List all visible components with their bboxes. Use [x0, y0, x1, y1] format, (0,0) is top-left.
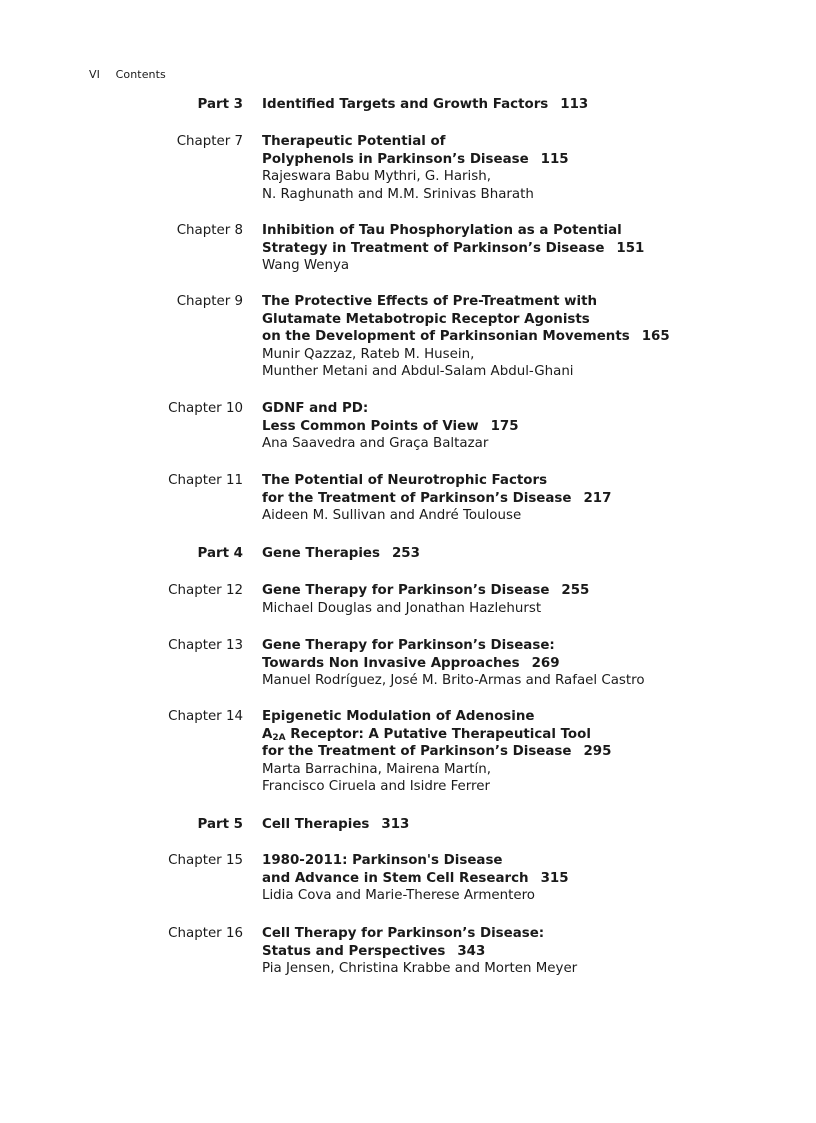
chapter-title-line: GDNF and PD: — [262, 401, 369, 416]
chapter-title-line: The Potential of Neurotrophic Factors — [262, 473, 548, 488]
chapter-title-line: 1980-2011: Parkinson's Disease — [262, 853, 503, 868]
chapter-title-line: for the Treatment of Parkinson’s Disease 217 — [262, 490, 612, 506]
page-number: 255 — [561, 583, 590, 598]
page-number: 343 — [457, 943, 486, 959]
chapter-title-line: Status and Perspectives 343 — [262, 943, 486, 959]
page-number: 165 — [641, 329, 670, 345]
chapter-label: Chapter 11 — [168, 473, 243, 488]
page-number: 151 — [616, 240, 645, 256]
page-number: 295 — [583, 744, 612, 760]
chapter-authors: Aideen M. Sullivan and André Toulouse — [262, 508, 522, 524]
chapter-title-line: Gene Therapy for Parkinson’s Disease 255 — [262, 583, 590, 598]
chapter-title-line: Gene Therapy for Parkinson’s Disease: — [262, 638, 555, 653]
chapter-title-line: Polyphenols in Parkinson’s Disease 115 — [262, 151, 569, 167]
chapter-authors: Manuel Rodríguez, José M. Brito-Armas and Rafael Castro — [262, 673, 645, 689]
chapter-authors: Pia Jensen, Christina Krabbe and Morten Meyer — [262, 961, 578, 977]
chapter-authors: Marta Barrachina, Mairena Martín, — [262, 761, 491, 777]
chapter-title-line: The Protective Effects of Pre-Treatment with — [262, 294, 598, 309]
chapter-authors: Lidia Cova and Marie-Therese Armentero — [262, 888, 535, 904]
chapter-authors: Francisco Ciruela and Isidre Ferrer — [262, 779, 491, 795]
chapter-title-line: $A_{2A}$ Receptor: A Putative Therapeutical Tool — [262, 726, 591, 743]
chapter-label: Chapter 7 — [176, 134, 243, 149]
chapter-authors: Munther Metani and Abdul-Salam Abdul-Ghani — [262, 364, 574, 380]
chapter-title-line: on the Development of Parkinsonian Movements 165 — [262, 329, 670, 345]
running-head-section: Contents — [115, 68, 166, 81]
subscript-2a: 2A — [272, 732, 286, 743]
page-number: 253 — [391, 546, 420, 561]
page-number: 175 — [490, 418, 519, 434]
chapter-title-line: Epigenetic Modulation of Adenosine — [262, 709, 535, 724]
page-number: 217 — [583, 490, 612, 506]
chapter-label: Chapter 15 — [168, 853, 243, 868]
page-folio: VI — [89, 68, 100, 81]
chapter-title-line: Glutamate Metabotropic Receptor Agonists — [262, 311, 590, 327]
chapter-label: Chapter 16 — [168, 926, 243, 941]
chapter-title-line: for the Treatment of Parkinson’s Disease 295 — [262, 744, 612, 760]
chapter-title-line: Less Common Points of View 175 — [262, 418, 519, 434]
chapter-authors: Ana Saavedra and Graça Baltazar — [262, 436, 489, 452]
chapter-authors: Rajeswara Babu Mythri, G. Harish, — [262, 169, 491, 185]
page-number: 269 — [531, 655, 560, 671]
part-label: Part 4 — [197, 546, 243, 561]
chapter-title-line: Therapeutic Potential of — [262, 134, 446, 149]
chapter-title-line: Inhibition of Tau Phosphorylation as a Potential — [262, 223, 622, 238]
chapter-authors: Michael Douglas and Jonathan Hazlehurst — [262, 600, 542, 616]
chapter-label: Chapter 10 — [168, 401, 243, 416]
chapter-label: Chapter 8 — [176, 223, 243, 238]
chapter-title-line: Towards Non Invasive Approaches 269 — [262, 655, 560, 671]
chapter-title-line: Strategy in Treatment of Parkinson’s Disease 151 — [262, 240, 645, 256]
chapter-title-line: Cell Therapy for Parkinson’s Disease: — [262, 926, 545, 941]
chapter-authors: N. Raghunath and M.M. Srinivas Bharath — [262, 186, 534, 202]
chapter-label: Chapter 12 — [168, 583, 243, 598]
part-title: Cell Therapies 313 — [262, 817, 410, 832]
chapter-label: Chapter 13 — [168, 638, 243, 653]
part-label: Part 3 — [197, 97, 243, 112]
running-head — [89, 68, 166, 81]
chapter-label: Chapter 14 — [168, 709, 243, 724]
chapter-authors: Munir Qazzaz, Rateb M. Husein, — [262, 346, 475, 362]
chapter-authors: Wang Wenya — [262, 258, 350, 274]
part-title: Identified Targets and Growth Factors 113 — [262, 97, 589, 112]
page-number: 115 — [540, 151, 569, 167]
part-title: Gene Therapies 253 — [262, 546, 420, 561]
part-label: Part 5 — [197, 817, 243, 832]
chapter-label: Chapter 9 — [176, 294, 243, 309]
page-number: 315 — [540, 870, 569, 886]
page-number: 113 — [560, 97, 589, 112]
chapter-title-line: and Advance in Stem Cell Research 315 — [262, 870, 569, 886]
page-number: 313 — [381, 817, 410, 832]
